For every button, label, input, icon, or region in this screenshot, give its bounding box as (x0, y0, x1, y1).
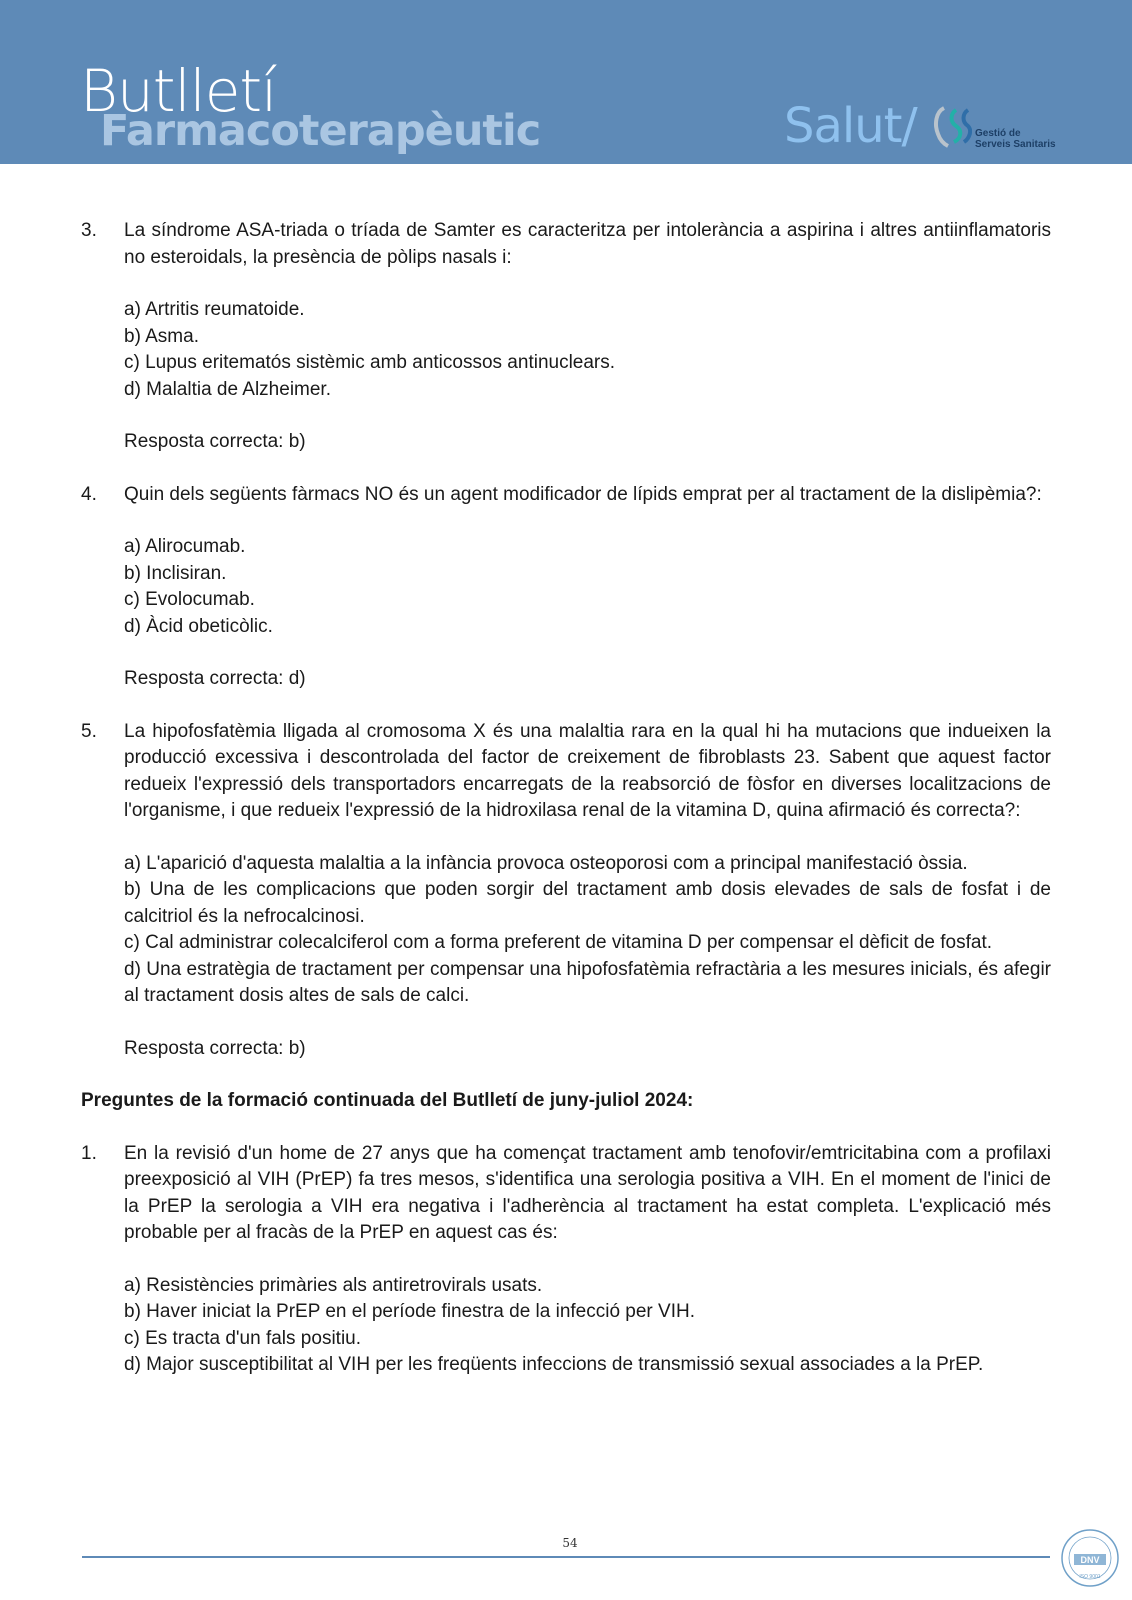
question-item (81, 719, 1051, 1063)
question-text: La hipofosfatèmia lligada al cromosoma X és una malaltia rara en la qual hi ha mutacions que indueixen la producció excessiva i descontrolada del factor de creixement de fibroblasts 23. Sabent que aquest factor redueix l'expressió dels transportadors encarregats de la reabsorció de fòsfor en diverses localitzacions de l'organisme, i que redueix l'expressió de la hidroxilasa renal de la vitamina D, quina afirmació és correcta?: (124, 720, 1051, 821)
correct-answer: Resposta correcta: b) (124, 1037, 306, 1059)
answer-option: a) Artritis reumatoide. (124, 299, 305, 320)
page-content (81, 218, 1051, 1405)
question-item (81, 1141, 1051, 1379)
question-item (81, 218, 1051, 456)
answer-option: a) L'aparició d'aquesta malaltia a la infància provoca osteoporosi com a principal manifestació òssia. (124, 852, 968, 874)
answer-option: a) Alirocumab. (124, 536, 246, 557)
questions-part2 (81, 1141, 1051, 1379)
salut-wordmark: Salut/ (784, 98, 917, 154)
questions-part1 (81, 218, 1051, 1062)
correct-answer: Resposta correcta: b) (124, 431, 306, 452)
answer-option: d) Àcid obeticòlic. (124, 615, 273, 637)
question-body (124, 482, 1051, 693)
dnv-certification-seal-icon (1060, 1528, 1120, 1588)
question-number: 5. (81, 720, 97, 742)
bulletin-subtitle: Farmacoterapèutic (100, 106, 541, 156)
answer-option: d) Malaltia de Alzheimer. (124, 378, 331, 400)
seal-iso: ISO 9001 (1079, 1574, 1101, 1580)
answer-option: b) Inclisiran. (124, 562, 227, 584)
answer-option: d) Major susceptibilitat al VIH per les freqüents infeccions de transmissió sexual associades a la PrEP. (124, 1354, 984, 1375)
question-body (124, 1141, 1051, 1379)
question-number: 1. (81, 1142, 97, 1164)
answer-option: d) Una estratègia de tractament per compensar una hipofosfatèmia refractària a les mesures inicials, és afegir al tractament dosis altes de sals de calci. (124, 958, 1051, 1006)
page-header (0, 0, 1132, 164)
answer-option: b) Una de les complicacions que poden sorgir del tractament amb dosis elevades de sals de fosfat i de calcitriol és la nefrocalcinosi. (124, 879, 1051, 927)
question-body (124, 218, 1051, 456)
answer-option: c) Lupus eritematós sistèmic amb anticossos antinuclears. (124, 352, 616, 373)
org-name-line1: Gestió de (975, 128, 1021, 139)
question-number: 3. (81, 220, 97, 241)
question-text: En la revisió d'un home de 27 anys que ha començat tractament amb tenofovir/emtricitabina com a profilaxi preexposició al VIH (PrEP) fa tres mesos, s'identifica una serologia positiva a VIH. En el moment de l'inici de la PrEP la serologia a VIH era negativa i l'adherència al tractament ha estat completa. L'explicació més probable per al fracàs de la PrEP en aquest cas és: (124, 1142, 1051, 1243)
question-body (124, 719, 1051, 1063)
answer-option: c) Es tracta d'un fals positiu. (124, 1327, 362, 1349)
answer-option: a) Resistències primàries als antiretrovirals usats. (124, 1274, 543, 1296)
answer-option: b) Asma. (124, 325, 199, 347)
correct-answer: Resposta correcta: d) (124, 668, 306, 689)
question-number: 4. (81, 483, 97, 505)
footer-divider (82, 1556, 1050, 1558)
page-number: 54 (562, 1536, 578, 1550)
section-title: Preguntes de la formació continuada del Butlletí de juny-juliol 2024: (81, 1090, 694, 1111)
seal-label: DNV (1080, 1555, 1100, 1565)
question-text: Quin dels següents fàrmacs NO és un agent modificador de lípids emprat per al tractament de la dislipèmia?: (124, 483, 1042, 505)
gss-logo-icon (930, 104, 972, 148)
answer-option: b) Haver iniciat la PrEP en el període finestra de la infecció per VIH. (124, 1301, 695, 1322)
question-text: La síndrome ASA-triada o tríada de Samter es caracteritza per intolerància a aspirina i altres antiinflamatoris no esteroidals, la presència de pòlips nasals i: (124, 220, 1051, 268)
bulletin-title: Butlletí (80, 57, 277, 125)
gss-org-name (975, 128, 1056, 150)
answer-option: c) Evolocumab. (124, 589, 255, 610)
answer-option: c) Cal administrar colecalciferol com a forma preferent de vitamina D per compensar el dèficit de fosfat. (124, 932, 993, 953)
org-name-line2: Serveis Sanitaris (975, 139, 1056, 150)
question-item (81, 482, 1051, 693)
